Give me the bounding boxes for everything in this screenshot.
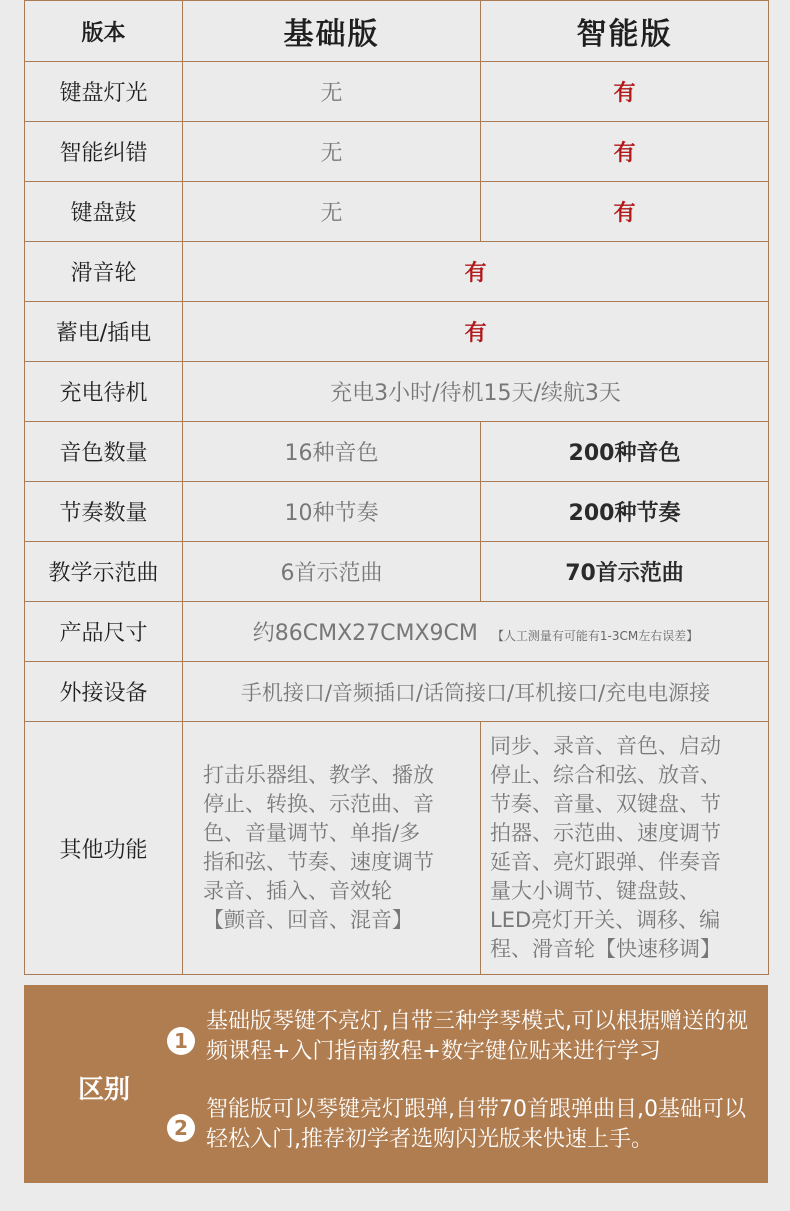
- smart-value: 200种音色: [481, 422, 769, 482]
- row-label: 充电待机: [25, 362, 183, 422]
- table-header-row: [25, 1, 769, 62]
- table-row: [25, 662, 769, 722]
- size-cell: [183, 602, 769, 662]
- smart-value: 70首示范曲: [481, 542, 769, 602]
- shared-value: 有: [183, 242, 769, 302]
- other-features-row: [25, 722, 769, 975]
- row-label: 节奏数量: [25, 482, 183, 542]
- row-label: 蓄电/插电: [25, 302, 183, 362]
- basic-features-cell: [183, 722, 481, 975]
- row-label: 智能纠错: [25, 122, 183, 182]
- basic-value: 10种节奏: [183, 482, 481, 542]
- table-row: [25, 302, 769, 362]
- smart-features-cell: [481, 722, 769, 975]
- difference-point-basic: 基础版琴键不亮灯,自带三种学琴模式,可以根据赠送的视频课程+入门指南教程+数字键位贴来进行学习: [206, 1009, 748, 1064]
- basic-value: 16种音色: [183, 422, 481, 482]
- table-row: [25, 602, 769, 662]
- table-row: [25, 422, 769, 482]
- header-smart-edition: 智能版: [481, 1, 769, 62]
- row-label: 键盘鼓: [25, 182, 183, 242]
- smart-value: 有: [481, 122, 769, 182]
- header-basic-edition: 基础版: [183, 1, 481, 62]
- row-label: 外接设备: [25, 662, 183, 722]
- header-version-label: 版本: [25, 1, 183, 62]
- shared-value: 充电3小时/待机15天/续航3天: [183, 362, 769, 422]
- table-row: [25, 242, 769, 302]
- table-row: [25, 362, 769, 422]
- number-one-badge: 1: [167, 1027, 195, 1055]
- table-row: [25, 62, 769, 122]
- row-label: 教学示范曲: [25, 542, 183, 602]
- row-label: 滑音轮: [25, 242, 183, 302]
- shared-value: 手机接口/音频插口/话筒接口/耳机接口/充电电源接: [183, 662, 769, 722]
- difference-title: 区别: [78, 1075, 131, 1105]
- comparison-table: [24, 0, 769, 975]
- basic-value: 无: [183, 182, 481, 242]
- table-row: [25, 542, 769, 602]
- size-value: 约86CMX27CMX9CM: [252, 621, 478, 646]
- basic-value: 6首示范曲: [183, 542, 481, 602]
- row-label: 音色数量: [25, 422, 183, 482]
- row-label: 其他功能: [25, 722, 183, 975]
- table-row: [25, 182, 769, 242]
- smart-value: 200种节奏: [481, 482, 769, 542]
- basic-features-text: 打击乐器组、教学、播放 停止、转换、示范曲、音 色、音量调节、单指/多 指和弦、节奏、速度调节 录音、插入、音效轮 【颤音、回音、混音】: [203, 763, 434, 932]
- smart-value: 有: [481, 62, 769, 122]
- basic-value: 无: [183, 122, 481, 182]
- table-row: [25, 482, 769, 542]
- smart-features-text: 同步、录音、音色、启动 停止、综合和弦、放音、 节奏、音量、双键盘、节 拍器、示范曲、速度调节 延音、亮灯跟弹、伴奏音 量大小调节、键盘鼓、 LED亮灯开关、调移、编 程、滑音轮【快速移调】: [490, 734, 721, 961]
- basic-value: 无: [183, 62, 481, 122]
- row-label: 键盘灯光: [25, 62, 183, 122]
- difference-panel: [24, 985, 768, 1183]
- table-row: [25, 122, 769, 182]
- shared-value: 有: [183, 302, 769, 362]
- comparison-table-wrapper: [24, 0, 768, 985]
- size-note: 【人工测量有可能有1-3CM左右误差】: [491, 629, 699, 643]
- number-two-badge: 2: [167, 1114, 195, 1142]
- row-label: 产品尺寸: [25, 602, 183, 662]
- smart-value: 有: [481, 182, 769, 242]
- difference-point-smart: 智能版可以琴键亮灯跟弹,自带70首跟弹曲目,0基础可以轻松入门,推荐初学者选购闪光版来快速上手。: [206, 1097, 746, 1152]
